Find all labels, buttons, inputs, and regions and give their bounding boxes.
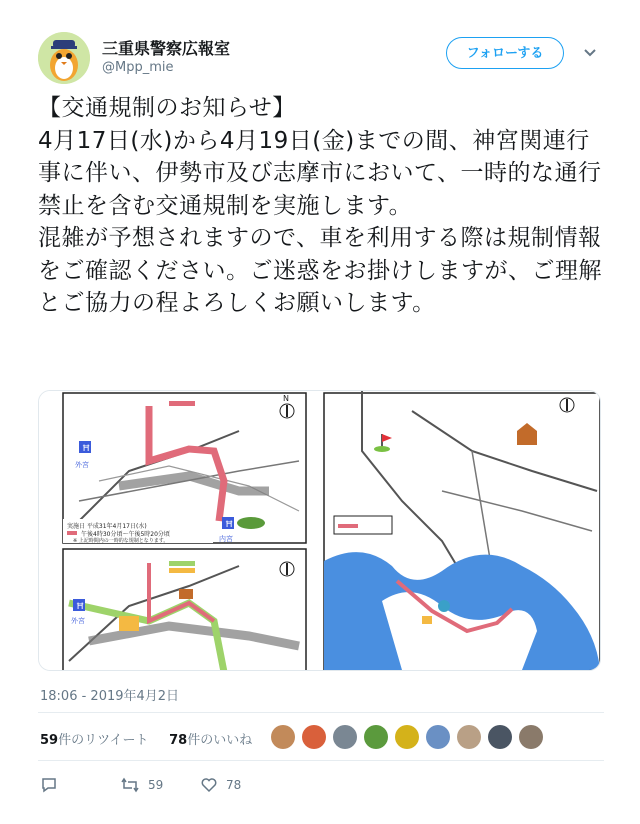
avatar[interactable]	[364, 725, 388, 749]
tweet-stats	[40, 729, 252, 748]
svg-text:午後4時30分頃～午後5時20分頃: 午後4時30分頃～午後5時20分頃	[81, 531, 170, 538]
follow-button[interactable]: フォローする	[446, 37, 564, 69]
svg-text:外宮: 外宮	[75, 461, 89, 469]
svg-text:N: N	[283, 394, 289, 403]
account-name[interactable]: 三重県警察広報室	[102, 39, 231, 58]
retweet-action-count: 59	[148, 778, 164, 792]
traffic-map-image-ise[interactable]	[39, 391, 320, 671]
avatar[interactable]	[519, 725, 543, 749]
avatar[interactable]	[488, 725, 512, 749]
svg-text:内宮: 内宮	[219, 535, 233, 543]
svg-text:実施日 平成31年4月17日(水): 実施日 平成31年4月17日(水)	[67, 523, 147, 530]
chevron-down-icon[interactable]	[582, 44, 598, 60]
tweet-media[interactable]	[38, 390, 601, 671]
retweet-icon	[120, 776, 140, 794]
tweet-actions	[40, 773, 600, 797]
svg-text:外宮: 外宮	[71, 617, 85, 625]
retweet-button[interactable]	[120, 773, 163, 797]
retweet-label[interactable]: 件のリツイート	[58, 733, 149, 748]
tweet-timestamp[interactable]: 18:06 - 2019年4月2日	[40, 689, 180, 704]
like-action-count: 78	[226, 778, 242, 792]
like-label[interactable]: 件のいいね	[187, 733, 253, 748]
like-count[interactable]: 78	[169, 733, 188, 748]
tweet-header	[38, 28, 608, 84]
avatar[interactable]	[271, 725, 295, 749]
svg-text:Ħ: Ħ	[225, 520, 234, 530]
avatar[interactable]	[426, 725, 450, 749]
reply-icon	[40, 776, 58, 794]
heart-icon	[200, 776, 218, 794]
avatar[interactable]	[38, 32, 90, 84]
avatar[interactable]	[333, 725, 357, 749]
avatar[interactable]	[457, 725, 481, 749]
svg-text:Ħ: Ħ	[76, 602, 85, 612]
traffic-map-image-shima[interactable]	[322, 391, 601, 671]
divider	[38, 760, 604, 761]
account-handle[interactable]: @Mpp_mie	[102, 60, 174, 75]
avatar[interactable]	[395, 725, 419, 749]
svg-text:Ħ: Ħ	[82, 444, 91, 454]
retweet-count[interactable]: 59	[40, 733, 59, 748]
svg-text:※ 上記時間内の一時的な規制となります。: ※ 上記時間内の一時的な規制となります。	[73, 538, 169, 544]
avatar[interactable]	[302, 725, 326, 749]
divider	[38, 712, 604, 713]
like-button[interactable]	[200, 773, 241, 797]
reply-button[interactable]	[40, 773, 66, 797]
tweet-text: 【交通規制のお知らせ】 4月17日(水)から4月19日(金)までの間、神宮関連行事に伴い、伊勢市及び志摩市において、一時的な通行禁止を含む交通規制を実施します。 混雑が予想されますので、車を利用する際は規制情報をご確認ください。ご迷惑をお掛けしますが、ご理解とご協力の程よろしくお願いします。	[38, 95, 602, 316]
